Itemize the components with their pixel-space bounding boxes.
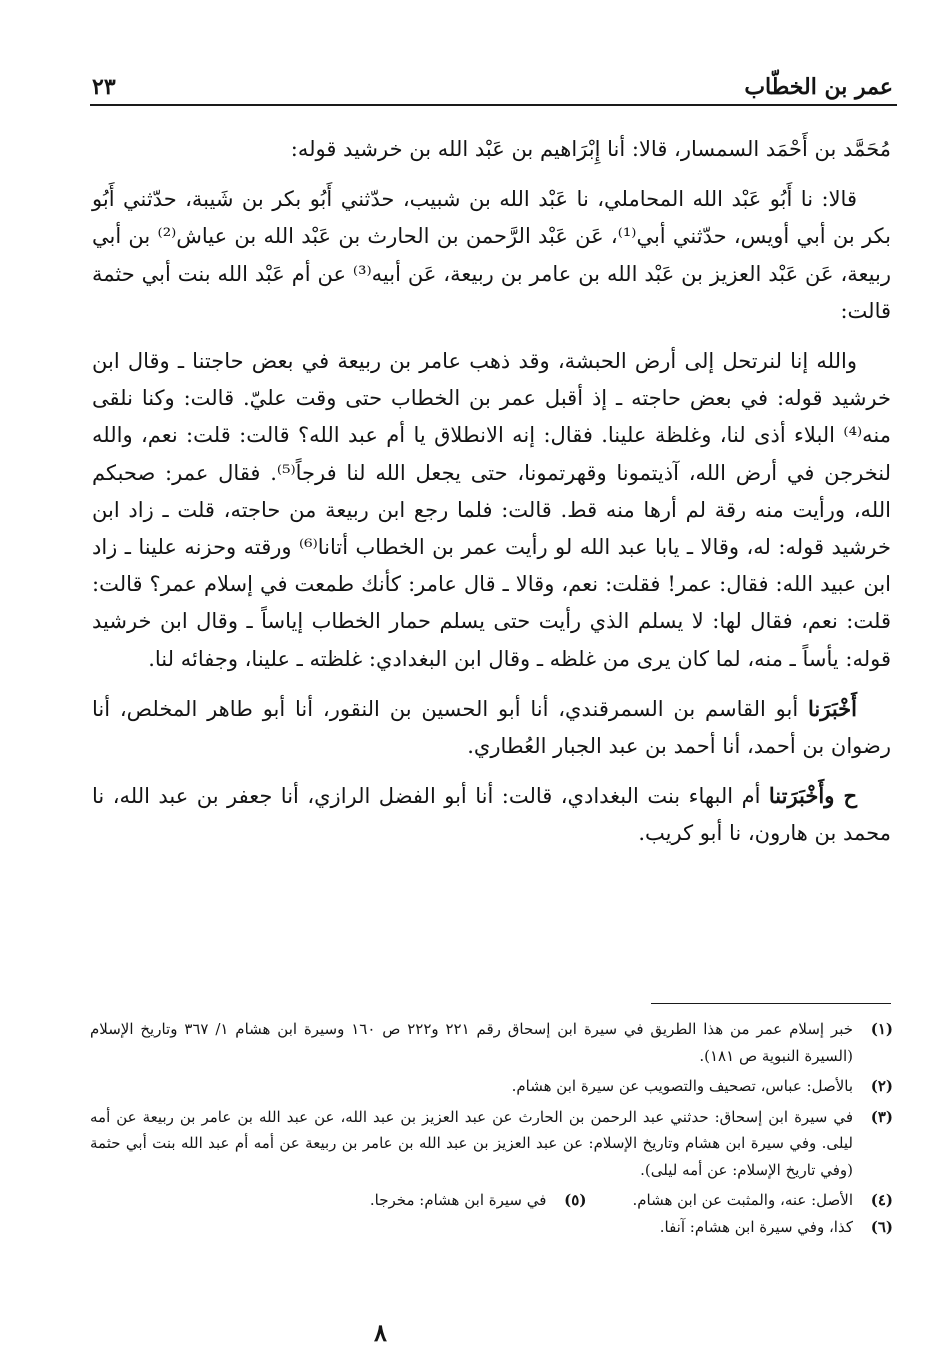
paragraph-lead: ح وأَخْبَرَتنا xyxy=(768,783,858,809)
footnote-number: (١) xyxy=(870,1020,893,1038)
paragraph xyxy=(92,130,891,168)
header-rule xyxy=(90,104,897,106)
paragraph xyxy=(92,777,891,852)
footnote-pair xyxy=(90,1187,893,1214)
footnote xyxy=(90,1214,893,1241)
footnote-text: في سيرة ابن هشام: مخرجا. xyxy=(369,1191,547,1209)
footnote xyxy=(370,1187,587,1214)
paragraph-lead: أَخْبَرَنا xyxy=(808,695,857,721)
signature-mark: ٨ xyxy=(374,1318,387,1347)
footnote-number: (٤) xyxy=(870,1191,893,1209)
footnote xyxy=(632,1187,893,1214)
paragraph-text: أم البهاء بنت البغدادي، قالت: أنا أبو الفضل الرازي، أنا جعفر بن عبد الله، نا محمد بن هارون، نا أبو كريب. xyxy=(92,784,891,846)
paragraph xyxy=(92,180,891,330)
paragraph-text: مُحَمَّد بن أَحْمَد السمسار، قالا: أنا إِبْرَاهيم بن عَبْد الله بن خرشيد قوله: xyxy=(290,137,891,161)
footnote-number: (٦) xyxy=(870,1217,893,1236)
footnote-text: في سيرة ابن إسحاق: حدثني عبد الرحمن بن الحارث عن عبد العزيز بن عبد الله، عن عبد الله بن عامر بن ربيعة عن أمه ليلى. وفي سيرة ابن هشام وتاريخ الإسلام: عن عبد العزيز بن عبد الله بن عامر بن ربيعة عن أمه أم عبد الله بنت أبي حثمة (وفي تاريخ الإسلام: عن أمه ليلى). xyxy=(90,1107,853,1179)
paragraph xyxy=(92,342,891,678)
footnote-number: (٣) xyxy=(870,1107,893,1126)
footnote xyxy=(90,1016,893,1069)
paragraph-text: قالا: نا أَبُو عَبْد الله المحاملي، نا عَبْد الله بن شبيب، حدّثني أَبُو بكر بن شَيبة، حدّثني أَبُو بكر بن أبي أويس، حدّثني أبي⁽¹⁾، عَن عَبْد الرَّحمن بن الحارث بن عَبْد الله بن عياش⁽²⁾ بن أبي ربيعة، عَن عَبْد العزيز بن عَبْد الله بن عامر بن ربيعة، عَن أبيه⁽³⁾ عن أم عَبْد الله بنت أبي حثمة قالت: xyxy=(92,187,891,323)
paragraph xyxy=(92,690,891,765)
footnote-text: كذا، وفي سيرة ابن هشام: آنفا. xyxy=(659,1217,853,1236)
paragraph-text: والله إنا لنرتحل إلى أرض الحبشة، وقد ذهب عامر بن ربيعة في بعض حاجتنا ـ وقال ابن خرشيد قوله: في بعض حاجته ـ إذ أقبل عمر بن الخطاب حتى وقت عليّ. قالت: وكنا نلقى منه⁽⁴⁾ البلاء أذى لنا، وغلظة علينا. فقال: إنه الانطلاق يا أم عبد الله؟ قالت: قلت: نعم، والله لنخرجن في أرض الله، آذيتمونا وقهرتمونا، حتى يجعل الله لنا فرجاً⁽⁵⁾. فقال عمر: صحبكم الله، ورأيت منه رقة لم أرها منه قط. قالت: فلما رجع ابن ربيعة من حاجته، قلت ـ زاد ابن خرشيد قوله: له، وقالا ـ يابا عبد الله لو رأيت عمر بن الخطاب أتانا⁽⁶⁾ ورقته وحزنه علينا ـ زاد ابن عبيد الله: فقال: عمر! فقلت: نعم، وقالا ـ قال عامر: كأنك طمعت في إسلام عمر؟ قالت: قلت: نعم، فقال لها: لا يسلم الذي رأيت حتى يسلم حمار الخطاب إياساً ـ وقال ابن خرشيد قوله: يأساً ـ منه، لما كان يرى من غلظه ـ وقال ابن البغدادي: غلظته ـ علينا، وجفائه لنا. xyxy=(92,349,892,671)
page-number: ٢٣ xyxy=(92,74,116,100)
paragraph-text: أبو القاسم بن السمرقندي، أنا أبو الحسين بن النقور، أنا أبو طاهر المخلص، أنا رضوان بن أحمد، أنا أحمد بن عبد الجبار العُطاري. xyxy=(92,696,891,759)
footnote xyxy=(90,1104,893,1184)
footnote-number: (٢) xyxy=(870,1077,893,1095)
footnote-text: بالأصل: عباس، تصحيف والتصويب عن سيرة ابن هشام. xyxy=(511,1077,853,1095)
footnote-text: الأصل: عنه، والمثبت عن ابن هشام. xyxy=(632,1191,853,1209)
running-title: عمر بن الخطّاب xyxy=(744,74,893,100)
footnote-rule xyxy=(651,1003,891,1004)
footnote-number: (٥) xyxy=(564,1191,587,1209)
main-text xyxy=(92,130,891,865)
footnote xyxy=(90,1073,893,1100)
footnotes xyxy=(90,1016,893,1244)
footnote-text: خبر إسلام عمر من هذا الطريق في سيرة ابن إسحاق رقم ٢٢١ و٢٢٢ ص ١٦٠ وسيرة ابن هشام ١/ ٣٦٧ وتاريخ الإسلام (السيرة النبوية ص ١٨١). xyxy=(90,1020,853,1065)
running-head xyxy=(92,66,893,100)
